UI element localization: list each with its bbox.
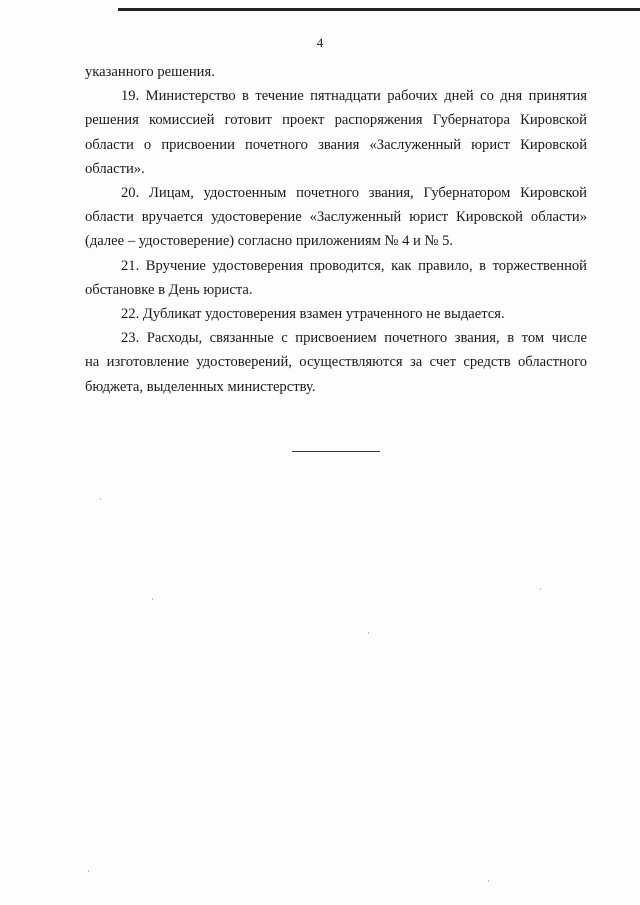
paragraph-continuation (85, 60, 587, 84)
text-line: области о присвоении почетного звания «Заслуженный юрист Кировской (85, 136, 587, 153)
text-line: 23. Расходы, связанные с присвоением почетного звания, в том числе (121, 330, 587, 347)
text-line: 22. Дубликат удостоверения взамен утраченного не выдается. (121, 306, 505, 323)
text-line: бюджета, выделенных министерству. (85, 378, 316, 395)
text-line: области». (85, 160, 145, 177)
page-number: 4 (316, 35, 324, 50)
text-line: (далее – удостоверение) согласно приложениям № 4 и № 5. (85, 233, 454, 250)
scan-speck (368, 632, 369, 634)
document-body (85, 60, 587, 399)
text-line: 21. Вручение удостоверения проводится, как правило, в торжественной (121, 257, 587, 274)
paragraph-21 (85, 254, 587, 302)
scan-speck (540, 588, 541, 590)
end-rule (292, 451, 380, 452)
paragraph-23 (85, 326, 587, 399)
paragraph-20 (85, 181, 587, 254)
scan-speck (88, 870, 89, 872)
scan-speck (152, 598, 153, 600)
paragraph-19 (85, 84, 587, 181)
text-line: указанного решения. (85, 64, 215, 80)
text-line: области вручается удостоверение «Заслуженный юрист Кировской области» (85, 209, 587, 226)
scan-speck (100, 498, 101, 500)
top-rule (118, 8, 640, 11)
scan-speck (488, 880, 489, 882)
paragraph-22 (85, 302, 587, 326)
text-line: 19. Министерство в течение пятнадцати рабочих дней со дня принятия (121, 88, 587, 105)
text-line: решения комиссией готовит проект распоряжения Губернатора Кировской (85, 112, 587, 129)
text-line: обстановке в День юриста. (85, 281, 253, 298)
text-line: 20. Лицам, удостоенным почетного звания, Губернатором Кировской (121, 185, 587, 202)
text-line: на изготовление удостоверений, осуществляются за счет средств областного (85, 354, 587, 371)
